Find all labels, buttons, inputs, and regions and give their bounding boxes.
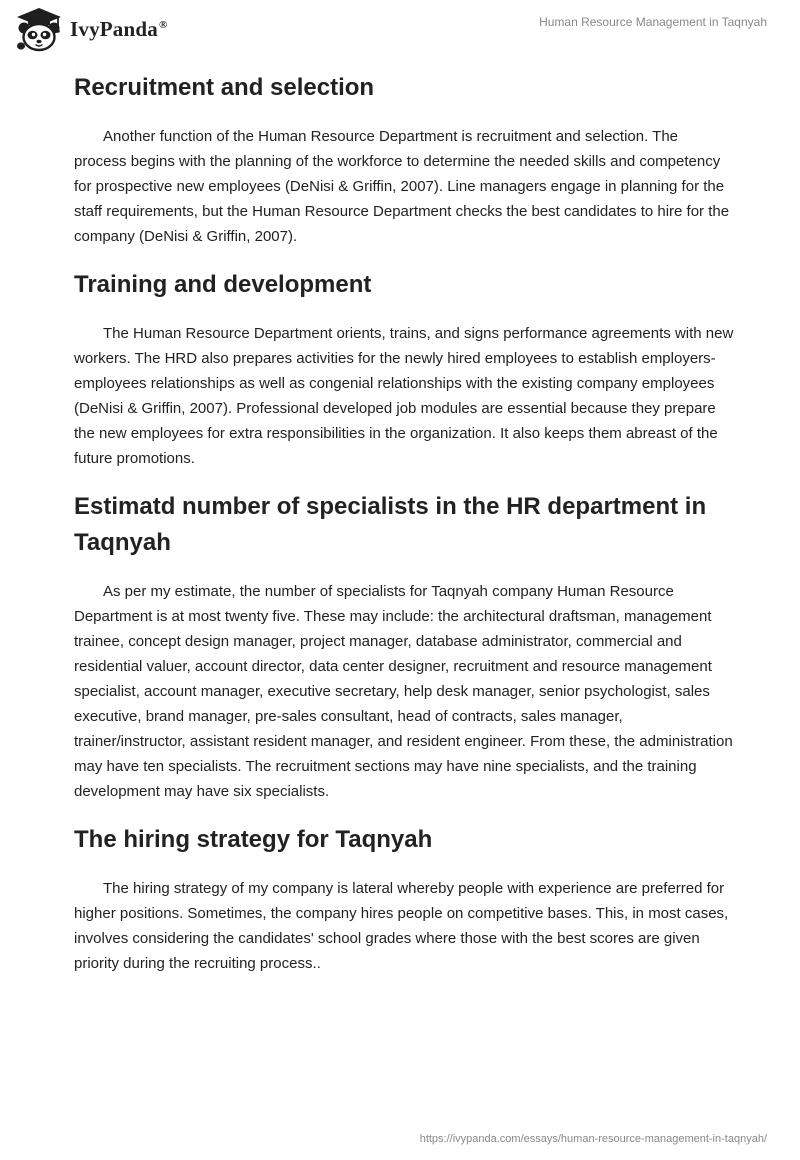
section-heading-training: Training and development [74,271,372,298]
page-header [0,0,800,62]
essay-body [74,70,734,994]
section-paragraph-recruitment: Another function of the Human Resource Department is recruitment and selection. The process begins with the planning of the workforce to determine the needed skills and competency for prospective new employees (DeNisi & Griffin, 2007). Line managers engage in planning for the staff requirements, but the Human Resource Department checks the best candidates to hire for the company (DeNisi & Griffin, 2007). [74,128,730,245]
section-paragraph-hiring-strategy: The hiring strategy of my company is lateral whereby people with experience are preferred for higher positions. Sometimes, the company hires people on competitive bases. This, in most cases, involves considering the candidates' school grades where those with the best scores are given priority during the recruiting process.. [74,880,729,972]
brand-name: IvyPanda® [70,16,168,41]
section-paragraph-training: The Human Resource Department orients, trains, and signs performance agreements with new workers. The HRD also prepares activities for the newly hired employees to establish employers-employees relationships as well as congenial relationships with the existing company employees (DeNisi & Griffin, 2007). Professional developed job modules are essential because they prepare the new employees for extra responsibilities in the organization. It also keeps them abreast of the future promotions. [74,325,734,467]
registered-mark: ® [158,18,168,31]
section-heading-specialists: Estimatd number of specialists in the HR department in Taqnyah [74,493,707,556]
brand-logo[interactable] [14,6,167,52]
panda-logo-icon [14,6,64,52]
section-heading-recruitment: Recruitment and selection [74,74,375,101]
section-paragraph-specialists: As per my estimate, the number of specialists for Taqnyah company Human Resource Department is at most twenty five. These may include: the architectural draftsman, management trainee, concept design manager, project manager, database administrator, commercial and residential valuer, account director, data center designer, recruitment and resource management specialist, account manager, executive secretary, help desk manager, senior psychologist, sales executive, brand manager, pre-sales consultant, head of contracts, sales manager, trainer/instructor, assistant resident manager, and resident engineer. From these, the administration may have ten specialists. The recruitment sections may have nine specialists, and the training development may have six specialists. [74,583,733,800]
section-heading-hiring-strategy: The hiring strategy for Taqnyah [74,826,433,853]
source-url[interactable]: https://ivypanda.com/essays/human-resource-management-in-taqnyah/ [419,1133,767,1145]
document-title: Human Resource Management in Taqnyah [539,15,767,29]
